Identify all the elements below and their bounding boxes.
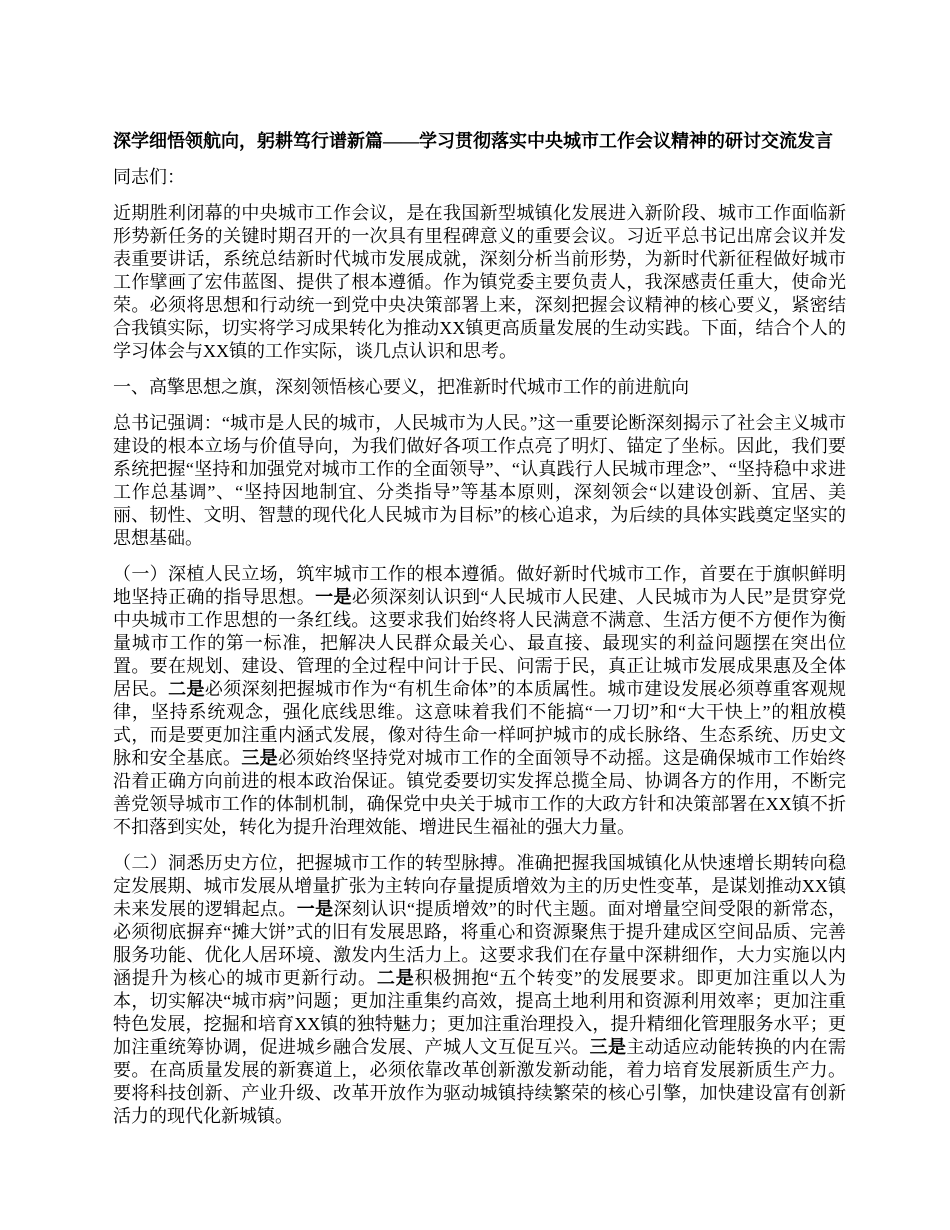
paragraph-point-2 — [113, 852, 846, 1128]
section-heading-1 — [113, 376, 846, 399]
salutation — [113, 166, 846, 189]
emphasis-text-run: 二是 — [376, 968, 415, 988]
text-run: 总书记强调：“城市是人民的城市，人民城市为人民。”这一重要论断深刻揭示了社会主义城市建设的根本立场与价值导向，为我们做好各项工作点亮了明灯、锚定了坐标。因此，我们要系统把握“坚持和加强党对城市工作的全面领导”、“认真践行人民城市理念”、“坚持稳中求进工作总基调”、“坚持因地制宜、分类指导”等基本原则，深刻领会“以建设创新、宜居、美丽、韧性、文明、智慧的现代化人民城市为目标”的核心追求，为后续的具体实践奠定坚实的思想基础。 — [113, 413, 846, 548]
emphasis-text-run: 一是 — [315, 587, 352, 607]
text-run: 近期胜利闭幕的中央城市工作会议，是在我国新型城镇化发展进入新阶段、城市工作面临新形势新任务的关键时期召开的一次具有里程碑意义的重要会议。习近平总书记出席会议并发表重要讲话，系统总结新时代城市发展成就，深刻分析当前形势，为新时代新征程做好城市工作擘画了宏伟蓝图、提供了根本遵循。作为镇党委主要负责人，我深感责任重大，使命光荣。必须将思想和行动统一到党中央决策部署上来，深刻把握会议精神的核心要义，紧密结合我镇实际，切实将学习成果转化为推动XX镇更高质量发展的生动实践。下面，结合个人的学习体会与XX镇的工作实际，谈几点认识和思考。 — [113, 203, 846, 361]
text-run: 一、高擎思想之旗，深刻领悟核心要义，把准新时代城市工作的前进航向 — [113, 377, 689, 397]
text-run: 积极拥抱“五个转变”的发展要求。即更加注重以人为本，切实解决“城市病”问题；更加注重集约高效，提高土地利用和资源利用效率；更加注重特色发展，挖掘和培育XX镇的独特魅力；更加注重治理投入，提升精细化管理服务水平；更加注重统筹协调，促进城乡融合发展、产城人文互促互兴。 — [113, 968, 847, 1057]
text-run: （二）洞悉历史方位，把握城市工作的转型脉搏。准确把握我国城镇化从快速增长期转向稳定发展期、城市发展从增量扩张为主转向存量提质增效为主的历史性变革，是谋划推动XX镇未来发展的逻辑起点。 — [113, 853, 846, 919]
emphasis-text-run: 二是 — [168, 679, 205, 699]
text-run: 必须始终坚持党对城市工作的全面领导不动摇。这是确保城市工作始终沿着正确方向前进的根本政治保证。镇党委要切实发挥总揽全局、协调各方的作用，不断完善党领导城市工作的体制机制，确保党中央关于城市工作的大政方针和决策部署在XX镇不折不扣落到实处，转化为提升治理效能、增进民生福祉的强大力量。 — [113, 748, 847, 837]
text-run: 深刻认识“提质增效”的时代主题。面对增量空间受限的新常态，必须彻底摒弃“摊大饼”式的旧有发展思路，将重心和资源聚焦于提升建成区空间品质、完善服务功能、优化人居环境、激发内生活力上。这要求我们在存量中深耕细作，大力实施以内涵提升为核心的城市更新行动。 — [113, 899, 847, 988]
text-run: 主动适应动能转换的内在需要。在高质量发展的新赛道上，必须依靠改革创新激发新动能，着力培育发展新质生产力。要将科技创新、产业升级、改革开放作为驱动城镇持续繁荣的核心引擎，加快建设富有创新活力的现代化新城镇。 — [113, 1037, 847, 1126]
text-run: 同志们： — [113, 167, 185, 187]
document-body — [113, 166, 846, 1128]
emphasis-text-run: 一是 — [296, 899, 334, 919]
emphasis-text-run: 三是 — [241, 748, 279, 768]
paragraph-section1-lead — [113, 412, 846, 550]
text-run: （一）深植人民立场，筑牢城市工作的根本遵循。做好新时代城市工作，首要在于旗帜鲜明地坚持正确的指导思想。 — [113, 564, 846, 607]
paragraph-point-1 — [113, 563, 846, 839]
paragraph-intro — [113, 202, 846, 363]
text-run: 必须深刻认识到“人民城市人民建、人民城市为人民”是贯穿党中央城市工作思想的一条红线。这要求我们始终将人民满意不满意、生活方便不方便作为衡量城市工作的第一标准，把解决人民群众最关心、最直接、最现实的利益问题摆在突出位置。要在规划、建设、管理的全过程中问计于民、问需于民，真正让城市发展成果惠及全体居民。 — [113, 587, 847, 699]
text-run: 必须深刻把握城市作为“有机生命体”的本质属性。城市建设发展必须尊重客观规律，坚持系统观念，强化底线思维。这意味着我们不能搞“一刀切”和“大干快上”的粗放模式，而是要更加注重内涵式发展，像对待生命一样呵护城市的成长脉络、生态系统、历史文脉和安全基底。 — [113, 679, 847, 768]
document-title: 深学细悟领航向，躬耕笃行谱新篇——学习贯彻落实中央城市工作会议精神的研讨交流发言 — [113, 131, 833, 151]
emphasis-text-run: 三是 — [589, 1037, 627, 1057]
